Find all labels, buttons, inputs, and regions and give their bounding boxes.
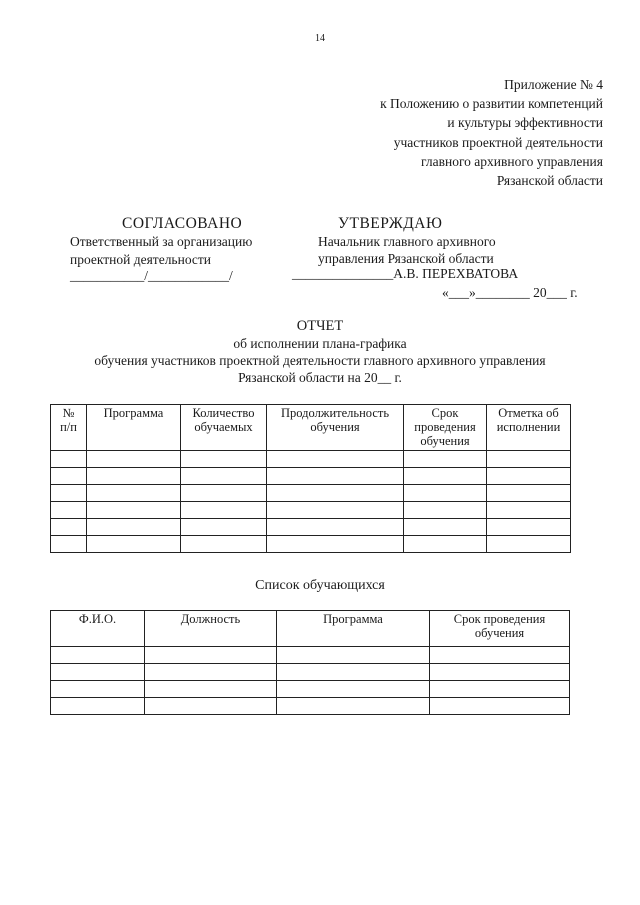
table-cell	[51, 536, 87, 553]
table-cell	[181, 536, 267, 553]
approved-signature-line: _______________А.В. ПЕРЕХВАТОВА	[292, 266, 519, 281]
header-line: п/п	[60, 420, 77, 434]
table-row	[51, 468, 571, 485]
agreed-position-line1: Ответственный за организацию	[70, 234, 253, 249]
table-cell	[404, 536, 487, 553]
table-cell	[145, 647, 277, 664]
table-cell	[51, 664, 145, 681]
table-row	[51, 647, 570, 664]
table-cell	[181, 485, 267, 502]
column-header-program	[277, 611, 430, 647]
appendix-line: главного архивного управления	[421, 153, 603, 169]
table-cell	[145, 664, 277, 681]
table-cell	[87, 519, 181, 536]
table-cell	[267, 451, 404, 468]
table-cell	[277, 664, 430, 681]
report-subtitle-line2: обучения участников проектной деятельности главного архивного управления	[94, 353, 546, 368]
header-line: Отметка об	[498, 406, 559, 420]
table-row	[51, 681, 570, 698]
table-cell	[51, 681, 145, 698]
table-cell	[267, 536, 404, 553]
table-cell	[267, 519, 404, 536]
approved-heading: УТВЕРЖДАЮ	[338, 215, 443, 232]
table-cell	[277, 647, 430, 664]
table-cell	[181, 502, 267, 519]
table-cell	[87, 451, 181, 468]
column-header-program	[87, 405, 181, 451]
table-cell	[404, 502, 487, 519]
header-line: проведения	[414, 420, 476, 434]
column-header-completion-mark	[487, 405, 571, 451]
header-line: Ф.И.О.	[78, 612, 117, 626]
table-cell	[87, 536, 181, 553]
table-cell	[267, 485, 404, 502]
header-line: Должность	[180, 612, 241, 626]
agreed-heading: СОГЛАСОВАНО	[122, 215, 243, 232]
table-cell	[87, 485, 181, 502]
table-cell	[277, 698, 430, 715]
header-line: Программа	[103, 406, 164, 420]
table-row	[51, 698, 570, 715]
appendix-line: участников проектной деятельности	[393, 134, 603, 150]
header-line: Программа	[323, 612, 383, 626]
table-cell	[404, 519, 487, 536]
table-header-row	[51, 405, 571, 451]
table-cell	[51, 502, 87, 519]
header-line: Срок проведения	[453, 612, 546, 626]
table-row	[51, 502, 571, 519]
table-row	[51, 536, 571, 553]
table-cell	[487, 468, 571, 485]
column-header-duration	[267, 405, 404, 451]
table-cell	[404, 485, 487, 502]
table-cell	[181, 468, 267, 485]
table-cell	[487, 536, 571, 553]
table-cell	[51, 647, 145, 664]
table-cell	[51, 468, 87, 485]
table-cell	[51, 451, 87, 468]
table-cell	[51, 485, 87, 502]
appendix-line: к Положению о развитии компетенций	[380, 96, 603, 112]
table-cell	[267, 468, 404, 485]
table-cell	[430, 698, 570, 715]
table-cell	[145, 681, 277, 698]
table-cell	[487, 451, 571, 468]
table-cell	[267, 502, 404, 519]
table-cell	[181, 451, 267, 468]
column-header-term	[404, 405, 487, 451]
table-cell	[430, 647, 570, 664]
approved-position-line2: управления Рязанской области	[318, 251, 494, 266]
header-line: исполнении	[496, 420, 561, 434]
approved-date-line: «___»________ 20___ г.	[442, 285, 578, 300]
table-cell	[404, 451, 487, 468]
approved-position-line1: Начальник главного архивного	[318, 234, 496, 249]
table-cell	[51, 698, 145, 715]
agreed-signature-line: ___________/____________/	[70, 268, 233, 283]
table-cell	[181, 519, 267, 536]
table-row	[51, 451, 571, 468]
table-cell	[87, 502, 181, 519]
table-cell	[487, 519, 571, 536]
table-cell	[87, 468, 181, 485]
header-line: Срок	[431, 406, 459, 420]
table-header-row	[51, 611, 570, 647]
table-row	[51, 519, 571, 536]
appendix-line: Рязанской области	[496, 173, 603, 189]
table-cell	[430, 664, 570, 681]
column-header-count	[181, 405, 267, 451]
column-header-full-name	[51, 611, 145, 647]
table-row	[51, 664, 570, 681]
table-cell	[51, 519, 87, 536]
header-line: №	[62, 406, 75, 420]
column-header-position	[145, 611, 277, 647]
table-cell	[145, 698, 277, 715]
table-cell	[487, 485, 571, 502]
appendix-block	[380, 75, 603, 190]
header-line: Продолжительность	[280, 406, 390, 420]
plan-execution-table	[50, 404, 571, 553]
agreed-position-line2: проектной деятельности	[70, 252, 212, 267]
header-line: обучения	[420, 434, 470, 448]
appendix-line: Приложение № 4	[504, 77, 603, 92]
header-line: обучаемых	[194, 420, 253, 434]
trainees-list-title: Список обучающихся	[255, 578, 385, 593]
table-row	[51, 485, 571, 502]
header-line: обучения	[474, 626, 525, 640]
report-subtitle-line3: Рязанской области на 20__ г.	[238, 370, 402, 385]
report-subtitle-line1: об исполнении плана-графика	[233, 336, 407, 351]
table-cell	[277, 681, 430, 698]
header-line: Количество	[192, 406, 255, 420]
header-line: обучения	[310, 420, 360, 434]
table-cell	[487, 502, 571, 519]
table-cell	[430, 681, 570, 698]
appendix-line: и культуры эффективности	[447, 115, 603, 131]
report-title: ОТЧЕТ	[296, 318, 344, 334]
trainees-table	[50, 610, 570, 715]
table-cell	[404, 468, 487, 485]
column-header-number	[51, 405, 87, 451]
page-number: 14	[315, 33, 325, 44]
column-header-term	[430, 611, 570, 647]
